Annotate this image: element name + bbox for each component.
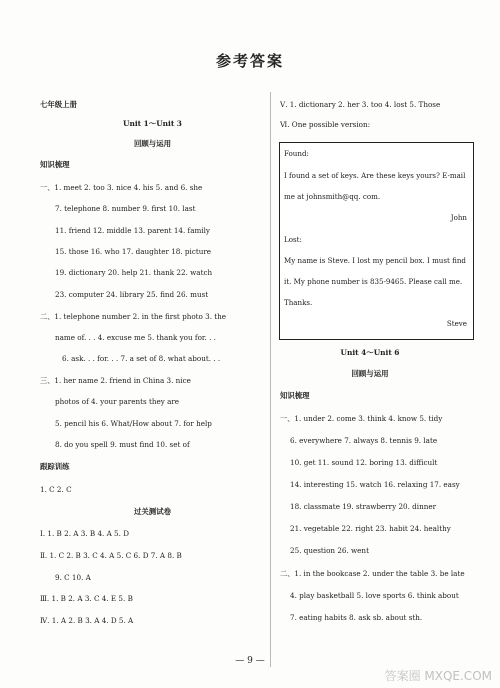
answer-line: 21. vegetable 22. right 23. habit 24. healthy xyxy=(290,524,451,533)
answer-line: 11. friend 12. middle 13. parent 14. family xyxy=(55,226,210,235)
review-heading-left: 回顾与运用 xyxy=(134,139,171,148)
answer-line: 一、1. meet 2. too 3. nice 4. his 5. and 6. she xyxy=(40,183,203,192)
page-number: — 9 — xyxy=(235,656,265,666)
lost-text-line: My name is Steve. I lost my pencil box. I must find xyxy=(284,256,466,265)
lost-signature: Steve xyxy=(446,319,467,328)
test-heading: 过关测试卷 xyxy=(134,507,171,516)
lost-text-line: it. My phone number is 835-9465. Please call me. xyxy=(284,277,463,286)
answer-line: 一、1. under 2. come 3. think 4. know 5. tidy xyxy=(280,414,443,423)
review-heading-right: 回顾与运用 xyxy=(351,369,389,378)
answer-line: Ⅳ. 1. A 2. B 3. A 4. D 5. A xyxy=(40,616,134,625)
answer-line: 9. C 10. A xyxy=(55,573,91,582)
answer-line: 5. pencil his 6. What/How about 7. for help xyxy=(55,419,212,428)
answer-line: 6. ask. . . for. . . 7. a set of 8. what about. . . xyxy=(62,354,221,363)
watermark-logo: 答案圈 MXQE.COM xyxy=(384,669,492,683)
answer-line: 二、1. in the bookcase 2. under the table 3. be late xyxy=(280,569,465,578)
answer-line: photos of 4. your parents they are xyxy=(55,397,180,406)
answer-line: 1. C 2. C xyxy=(40,485,72,494)
grade-heading: 七年级上册 xyxy=(40,100,77,109)
answer-line: 7. telephone 8. number 9. first 10. last xyxy=(55,204,196,213)
sample-notices-box xyxy=(279,142,474,340)
answer-line: 8. do you spell 9. must find 10. set of xyxy=(55,440,190,449)
answer-line: 4. play basketball 5. love sports 6. think about xyxy=(290,591,459,600)
section-heading-tracking: 跟踪训练 xyxy=(40,462,70,471)
answer-line: 10. get 11. sound 12. boring 13. difficult xyxy=(290,458,438,467)
page-title: 参考答案 xyxy=(215,52,284,70)
section-heading-knowledge-right: 知识梳理 xyxy=(280,391,310,400)
found-text-line: me at johnsmith@qq. com. xyxy=(284,192,381,201)
section-heading-knowledge-left: 知识梳理 xyxy=(40,160,70,169)
answer-line: 25. question 26. went xyxy=(290,546,369,555)
unit-heading-right: Unit 4～Unit 6 xyxy=(340,348,400,357)
answer-line: Ⅵ. One possible version: xyxy=(280,120,371,129)
lost-label: Lost: xyxy=(284,235,302,244)
found-text-line: I found a set of keys. Are these keys yours? E-mail xyxy=(284,171,466,180)
answer-line: 19. dictionary 20. help 21. thank 22. watch xyxy=(55,268,213,277)
answer-line: 三、1. her name 2. friend in China 3. nice xyxy=(40,376,191,385)
answer-line: Ⅰ. 1. B 2. A 3. B 4. A 5. D xyxy=(40,529,129,538)
lost-text-line: Thanks. xyxy=(284,298,313,307)
answer-line: 18. classmate 19. strawberry 20. dinner xyxy=(290,502,437,511)
answer-line: 6. everywhere 7. always 8. tennis 9. late xyxy=(290,436,438,445)
found-signature: John xyxy=(450,213,467,222)
answer-line: Ⅲ. 1. B 2. A 3. C 4. E 5. B xyxy=(40,594,133,603)
unit-heading-left: Unit 1～Unit 3 xyxy=(123,119,182,128)
column-divider xyxy=(270,92,271,667)
answer-line: 二、1. telephone number 2. in the first photo 3. the xyxy=(40,312,227,321)
answer-line: Ⅱ. 1. C 2. B 3. C 4. A 5. C 6. D 7. A 8. B xyxy=(40,551,182,560)
found-label: Found: xyxy=(284,149,309,158)
answer-line: 15. those 16. who 17. daughter 18. picture xyxy=(55,247,212,256)
answer-line: Ⅴ. 1. dictionary 2. her 3. too 4. lost 5. Those xyxy=(280,100,441,109)
answer-line: name of. . . 4. excuse me 5. thank you for. . . xyxy=(55,333,216,342)
answer-line: 14. interesting 15. watch 16. relaxing 17. easy xyxy=(290,480,460,489)
answer-line: 7. eating habits 8. ask sb. about sth. xyxy=(290,613,423,622)
answer-line: 23. computer 24. library 25. find 26. must xyxy=(55,290,209,299)
